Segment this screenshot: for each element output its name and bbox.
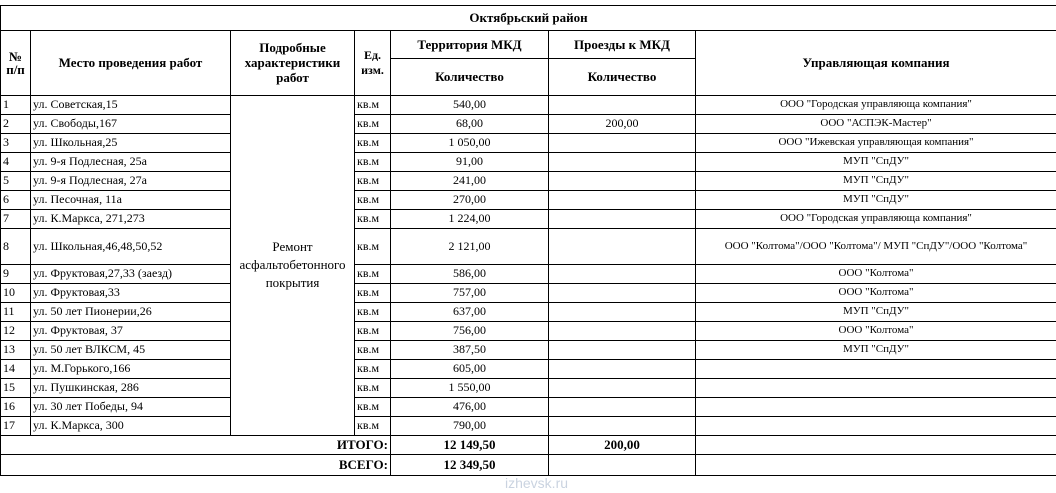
row-company: ООО "Колтома" bbox=[696, 283, 1056, 302]
row-unit: кв.м bbox=[355, 171, 391, 190]
row-company: МУП "СпДУ" bbox=[696, 190, 1056, 209]
row-company: ООО "Колтома" bbox=[696, 321, 1056, 340]
row-company: ООО "Городская управляюща компания" bbox=[696, 209, 1056, 228]
row-unit: кв.м bbox=[355, 133, 391, 152]
itogo-passages: 200,00 bbox=[549, 435, 696, 454]
row-number: 13 bbox=[1, 340, 31, 359]
row-number: 6 bbox=[1, 190, 31, 209]
row-company: ООО "Ижевская управляющая компания" bbox=[696, 133, 1056, 152]
row-unit: кв.м bbox=[355, 416, 391, 435]
table-row bbox=[1, 264, 1056, 283]
table-row bbox=[1, 209, 1056, 228]
row-company: МУП "СпДУ" bbox=[696, 152, 1056, 171]
row-territory: 241,00 bbox=[391, 171, 549, 190]
row-number: 3 bbox=[1, 133, 31, 152]
row-territory: 68,00 bbox=[391, 114, 549, 133]
row-company bbox=[696, 378, 1056, 397]
row-unit: кв.м bbox=[355, 397, 391, 416]
table-row bbox=[1, 397, 1056, 416]
row-number: 9 bbox=[1, 264, 31, 283]
row-territory: 757,00 bbox=[391, 283, 549, 302]
row-company bbox=[696, 397, 1056, 416]
header-place: Место проведения работ bbox=[31, 30, 231, 95]
district-title-row bbox=[1, 5, 1056, 30]
row-place: ул. Советская,15 bbox=[31, 95, 231, 114]
row-passages bbox=[549, 378, 696, 397]
row-place: ул. 50 лет ВЛКСМ, 45 bbox=[31, 340, 231, 359]
itogo-row bbox=[1, 435, 1056, 454]
row-passages bbox=[549, 321, 696, 340]
row-place: ул. Фруктовая, 37 bbox=[31, 321, 231, 340]
table-row bbox=[1, 152, 1056, 171]
row-passages: 200,00 bbox=[549, 114, 696, 133]
row-passages bbox=[549, 397, 696, 416]
row-unit: кв.м bbox=[355, 190, 391, 209]
table-row bbox=[1, 416, 1056, 435]
row-number: 2 bbox=[1, 114, 31, 133]
row-territory: 91,00 bbox=[391, 152, 549, 171]
row-territory: 637,00 bbox=[391, 302, 549, 321]
row-number: 14 bbox=[1, 359, 31, 378]
table-row bbox=[1, 114, 1056, 133]
row-place: ул. 50 лет Пионерии,26 bbox=[31, 302, 231, 321]
row-company: ООО "Колтома" bbox=[696, 264, 1056, 283]
row-place: ул. 9-я Подлесная, 25а bbox=[31, 152, 231, 171]
row-passages bbox=[549, 95, 696, 114]
row-unit: кв.м bbox=[355, 340, 391, 359]
row-number: 15 bbox=[1, 378, 31, 397]
row-unit: кв.м bbox=[355, 264, 391, 283]
row-place: ул. Фруктовая,33 bbox=[31, 283, 231, 302]
row-company: ООО "Колтома"/ООО "Колтома"/ МУП "СпДУ"/ООО "Колтома" bbox=[696, 228, 1056, 264]
row-unit: кв.м bbox=[355, 152, 391, 171]
row-passages bbox=[549, 416, 696, 435]
row-place: ул. Школьная,25 bbox=[31, 133, 231, 152]
row-unit: кв.м bbox=[355, 95, 391, 114]
table-row bbox=[1, 359, 1056, 378]
row-company: МУП "СпДУ" bbox=[696, 340, 1056, 359]
row-number: 1 bbox=[1, 95, 31, 114]
row-passages bbox=[549, 302, 696, 321]
row-territory: 1 550,00 bbox=[391, 378, 549, 397]
row-unit: кв.м bbox=[355, 228, 391, 264]
header-details: Подробные характеристики работ bbox=[231, 30, 355, 95]
row-territory: 790,00 bbox=[391, 416, 549, 435]
row-unit: кв.м bbox=[355, 209, 391, 228]
row-unit: кв.м bbox=[355, 283, 391, 302]
table-row bbox=[1, 321, 1056, 340]
work-type-cell: Ремонт асфальтобетонного покрытия bbox=[231, 95, 355, 435]
row-number: 12 bbox=[1, 321, 31, 340]
header-territory: Территория МКД bbox=[391, 30, 549, 58]
vsego-row bbox=[1, 454, 1056, 475]
itogo-company bbox=[696, 435, 1056, 454]
row-place: ул. Свободы,167 bbox=[31, 114, 231, 133]
row-territory: 270,00 bbox=[391, 190, 549, 209]
row-place: ул. Пушкинская, 286 bbox=[31, 378, 231, 397]
table-row bbox=[1, 378, 1056, 397]
row-number: 16 bbox=[1, 397, 31, 416]
table-row bbox=[1, 133, 1056, 152]
row-place: ул. 9-я Подлесная, 27а bbox=[31, 171, 231, 190]
row-company: МУП "СпДУ" bbox=[696, 171, 1056, 190]
row-unit: кв.м bbox=[355, 378, 391, 397]
row-company bbox=[696, 416, 1056, 435]
vsego-territory: 12 349,50 bbox=[391, 454, 549, 475]
row-territory: 1 224,00 bbox=[391, 209, 549, 228]
row-passages bbox=[549, 209, 696, 228]
vsego-passages bbox=[549, 454, 696, 475]
row-unit: кв.м bbox=[355, 302, 391, 321]
table-row bbox=[1, 171, 1056, 190]
row-territory: 387,50 bbox=[391, 340, 549, 359]
table-row bbox=[1, 302, 1056, 321]
table-row bbox=[1, 283, 1056, 302]
row-passages bbox=[549, 283, 696, 302]
row-place: ул. Фруктовая,27,33 (заезд) bbox=[31, 264, 231, 283]
district-title: Октябрьский район bbox=[1, 5, 1056, 30]
row-number: 4 bbox=[1, 152, 31, 171]
row-number: 11 bbox=[1, 302, 31, 321]
vsego-company bbox=[696, 454, 1056, 475]
row-territory: 605,00 bbox=[391, 359, 549, 378]
header-num: № п/п bbox=[1, 30, 31, 95]
watermark-text: izhevsk.ru bbox=[505, 475, 569, 491]
table-row bbox=[1, 340, 1056, 359]
row-passages bbox=[549, 152, 696, 171]
row-territory: 476,00 bbox=[391, 397, 549, 416]
header-unit: Ед. изм. bbox=[355, 30, 391, 95]
header-row-1 bbox=[1, 30, 1056, 58]
table-row bbox=[1, 95, 1056, 114]
row-unit: кв.м bbox=[355, 114, 391, 133]
row-passages bbox=[549, 133, 696, 152]
row-territory: 756,00 bbox=[391, 321, 549, 340]
row-company bbox=[696, 359, 1056, 378]
row-territory: 1 050,00 bbox=[391, 133, 549, 152]
row-place: ул. 30 лет Победы, 94 bbox=[31, 397, 231, 416]
row-number: 7 bbox=[1, 209, 31, 228]
table-row bbox=[1, 228, 1056, 264]
row-passages bbox=[549, 190, 696, 209]
row-territory: 2 121,00 bbox=[391, 228, 549, 264]
row-company: ООО "АСПЭК-Мастер" bbox=[696, 114, 1056, 133]
row-passages bbox=[549, 264, 696, 283]
row-company: МУП "СпДУ" bbox=[696, 302, 1056, 321]
row-passages bbox=[549, 171, 696, 190]
row-passages bbox=[549, 228, 696, 264]
header-passages: Проезды к МКД bbox=[549, 30, 696, 58]
vsego-label: ВСЕГО: bbox=[1, 454, 391, 475]
row-unit: кв.м bbox=[355, 321, 391, 340]
header-passages-quantity: Количество bbox=[549, 58, 696, 95]
header-territory-quantity: Количество bbox=[391, 58, 549, 95]
row-place: ул. Песочная, 11а bbox=[31, 190, 231, 209]
row-place: ул. Школьная,46,48,50,52 bbox=[31, 228, 231, 264]
row-territory: 586,00 bbox=[391, 264, 549, 283]
row-unit: кв.м bbox=[355, 359, 391, 378]
row-number: 8 bbox=[1, 228, 31, 264]
row-passages bbox=[549, 340, 696, 359]
row-territory: 540,00 bbox=[391, 95, 549, 114]
row-passages bbox=[549, 359, 696, 378]
itogo-territory: 12 149,50 bbox=[391, 435, 549, 454]
header-company: Управляющая компания bbox=[696, 30, 1056, 95]
row-number: 10 bbox=[1, 283, 31, 302]
row-place: ул. М.Горького,166 bbox=[31, 359, 231, 378]
table-row bbox=[1, 190, 1056, 209]
row-place: ул. К.Маркса, 300 bbox=[31, 416, 231, 435]
row-number: 17 bbox=[1, 416, 31, 435]
itogo-label: ИТОГО: bbox=[1, 435, 391, 454]
row-company: ООО "Городская управляюща компания" bbox=[696, 95, 1056, 114]
row-number: 5 bbox=[1, 171, 31, 190]
row-place: ул. К.Маркса, 271,273 bbox=[31, 209, 231, 228]
